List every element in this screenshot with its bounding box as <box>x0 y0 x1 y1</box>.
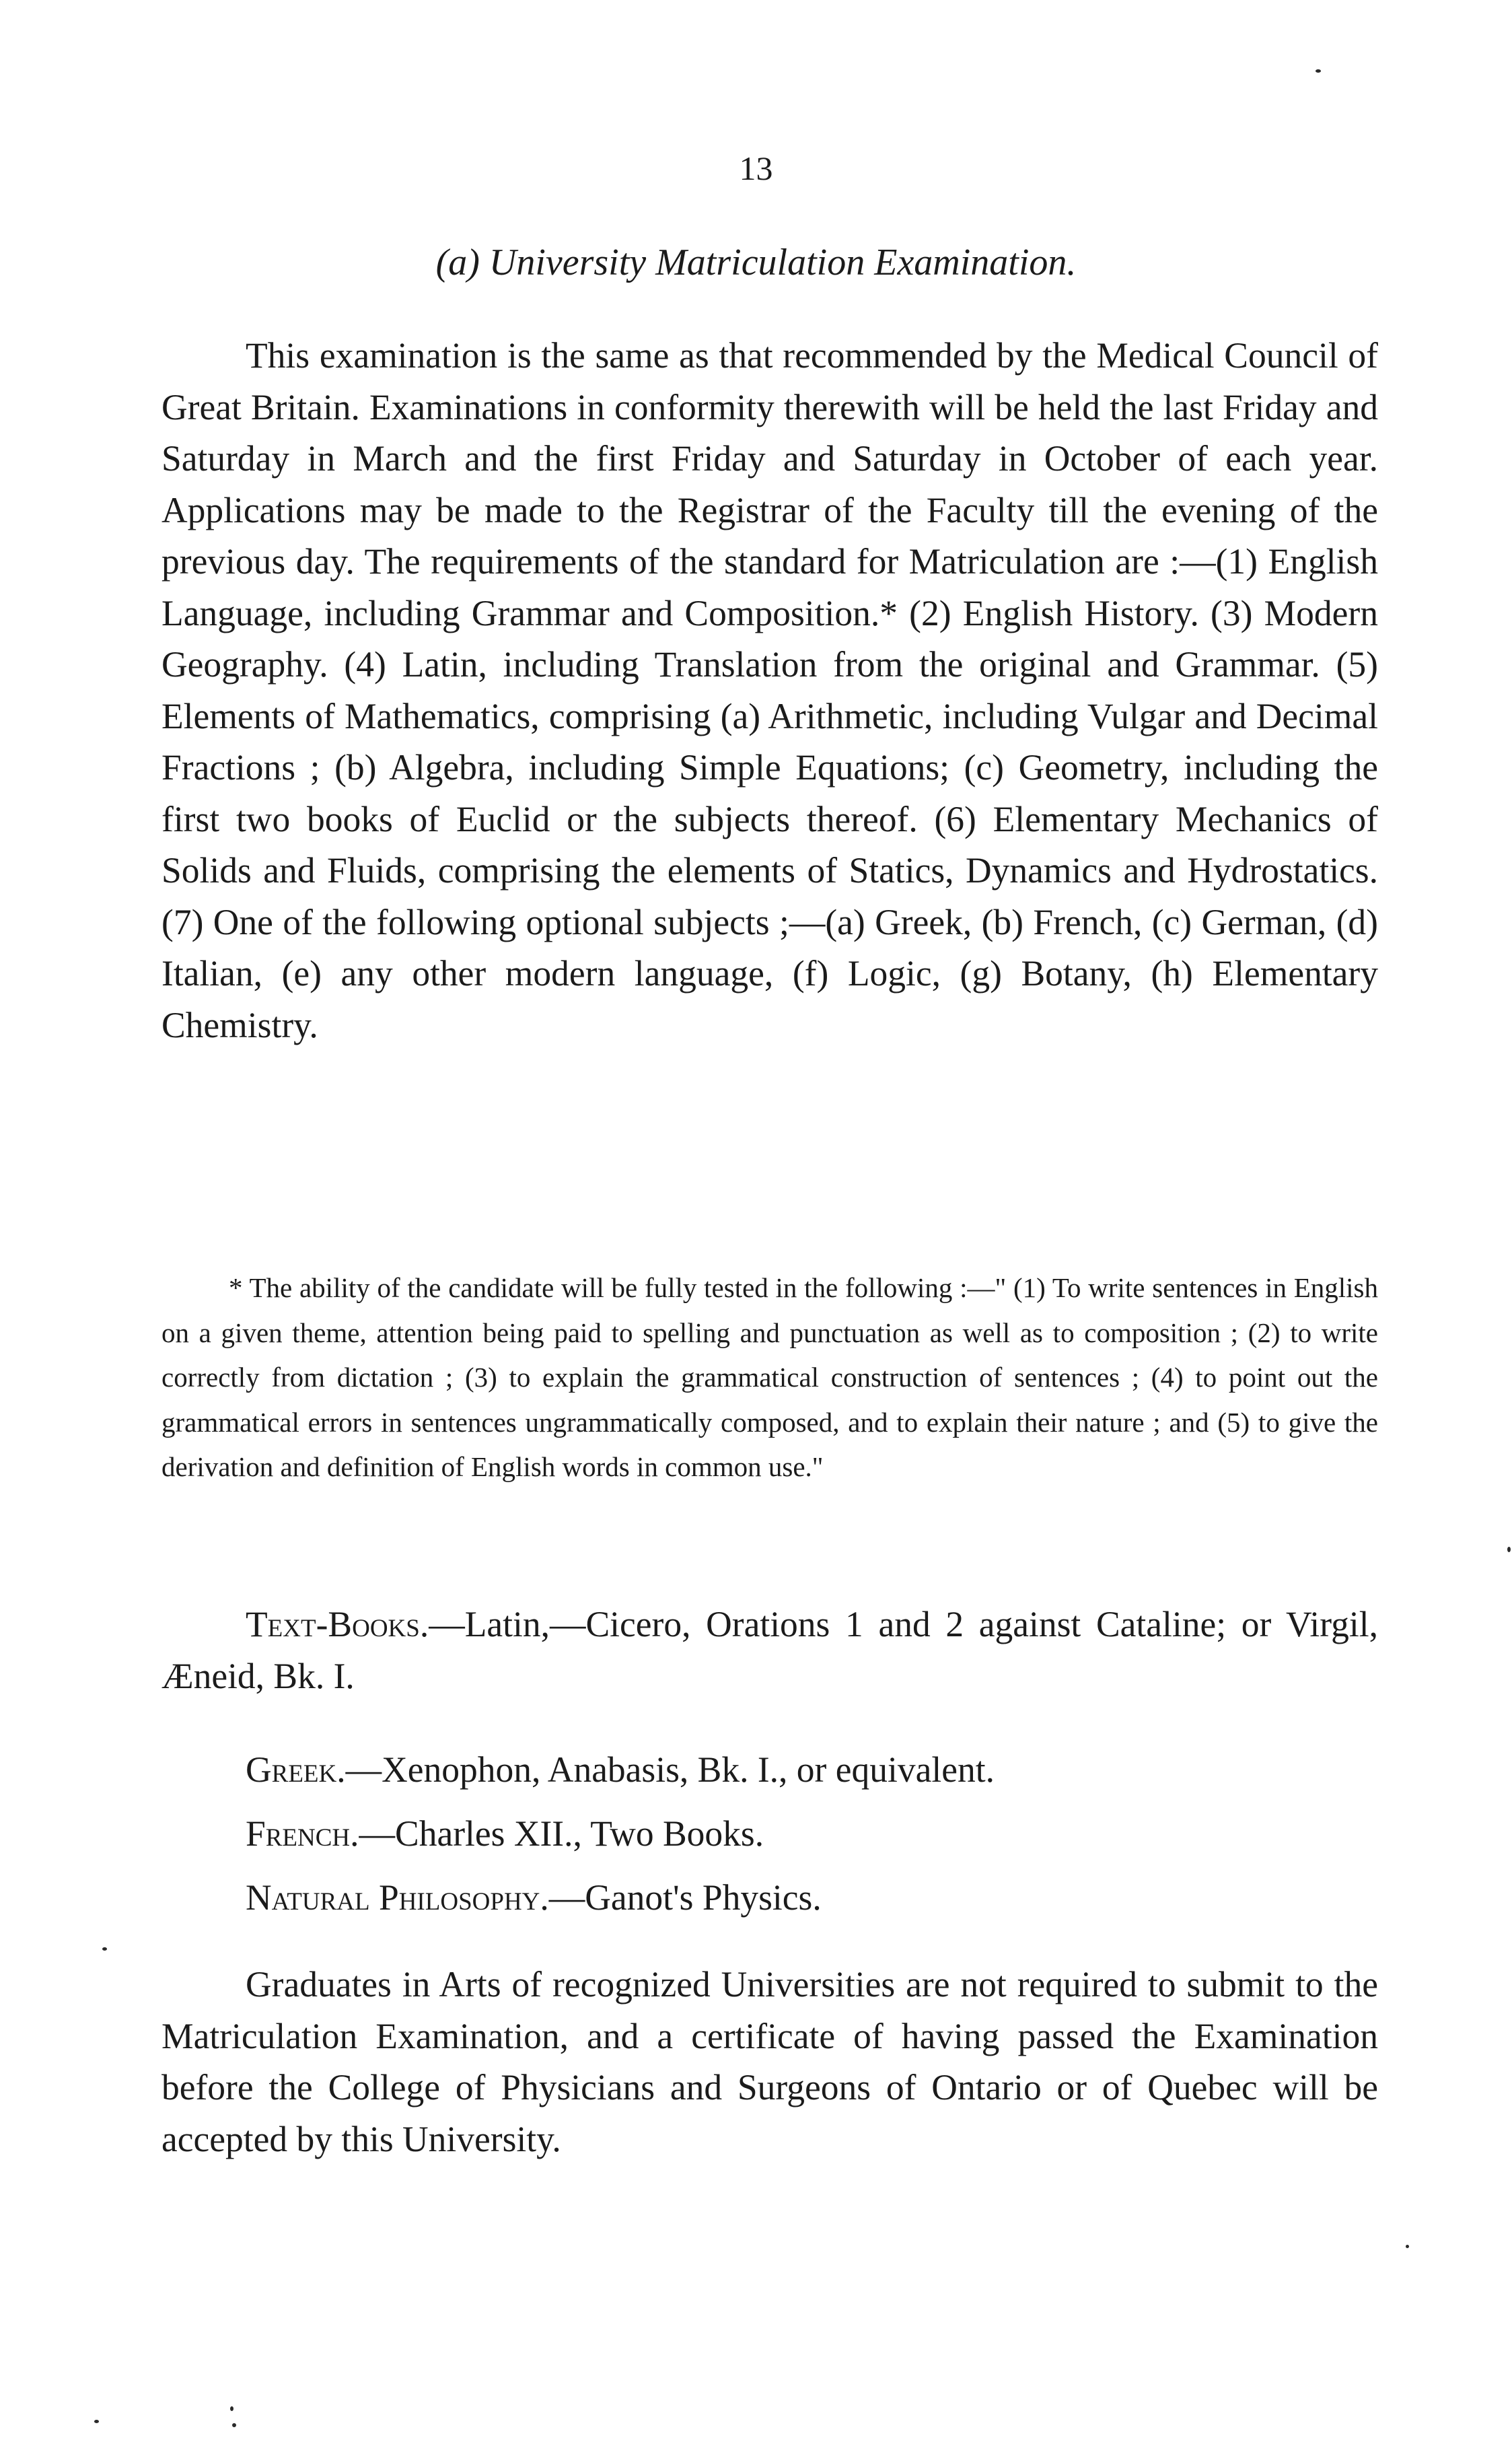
scan-speck <box>230 2406 233 2411</box>
textbook-greek <box>246 1744 1322 1796</box>
scan-speck <box>1316 69 1321 73</box>
scan-speck <box>1507 1547 1511 1552</box>
greek-text: —Xenophon, Anabasis, Bk. I., or equivalent. <box>345 1749 995 1790</box>
scan-speck <box>1406 2245 1409 2248</box>
scan-speck <box>102 1947 107 1951</box>
natural-philosophy-text: —Ganot's Physics. <box>548 1877 822 1918</box>
french-text: —Charles XII., Two Books. <box>359 1813 764 1854</box>
textbooks-label: Text-Books. <box>246 1604 429 1644</box>
main-paragraph: This examination is the same as that recommended by the Medical Council of Great Britain. Examinations in conformity therewith will be held the last Friday and Saturday in March and the first Friday and Saturday in October of each year. Applications may be made to the Registrar of the Faculty till the evening of the previous day. The requirements of the standard for Matriculation are :—(1) English Language, including Grammar and Composition.* (2) English History. (3) Modern Geography. (4) Latin, including Translation from the original and Grammar. (5) Elements of Mathematics, comprising (a) Arithmetic, including Vulgar and Decimal Fractions ; (b) Algebra, including Simple Equations; (c) Geometry, including the first two books of Euclid or the subjects thereof. (6) Elementary Mechanics of Solids and Fluids, comprising the elements of Statics, Dynamics and Hydrostatics. (7) One of the following optional subjects ;—(a) Greek, (b) French, (c) German, (d) Italian, (e) any other modern language, (f) Logic, (g) Botany, (h) Elementary Chemistry. <box>161 335 1378 1045</box>
textbooks-paragraph <box>161 1599 1378 1702</box>
scan-speck <box>94 2420 99 2423</box>
textbook-natural-philosophy <box>246 1872 1322 1924</box>
textbooks-intro: —Latin,—Cicero, Orations 1 and 2 against Cataline; or Virgil, Æneid, Bk. I. <box>161 1604 1378 1696</box>
section-heading: (a) University Matriculation Examination. <box>435 242 1077 283</box>
page-number: 13 <box>739 149 773 187</box>
french-label: French. <box>246 1813 359 1854</box>
greek-label: Greek. <box>246 1749 346 1790</box>
textbook-french <box>246 1808 1322 1860</box>
footnote: * The ability of the candidate will be fully tested in the following :—" (1) To write sentences in English on a given theme, attention being paid to spelling and punctuation as well as to composition ; (2) to write correctly from dictation ; (3) to explain the grammatical construction of sentences ; (4) to point out the grammatical errors in sentences ungrammatically composed, and to explain their nature ; and (5) to give the derivation and definition of English words in common use." <box>161 1272 1378 1482</box>
natural-philosophy-label: Natural Philosophy. <box>246 1877 549 1918</box>
scan-speck <box>232 2423 236 2427</box>
graduates-paragraph: Graduates in Arts of recognized Universities are not required to submit to the Matriculation Examination, and a certificate of having passed the Examination before the College of Physicians and Surgeons of Ontario or of Quebec will be accepted by this University. <box>161 1964 1378 2159</box>
